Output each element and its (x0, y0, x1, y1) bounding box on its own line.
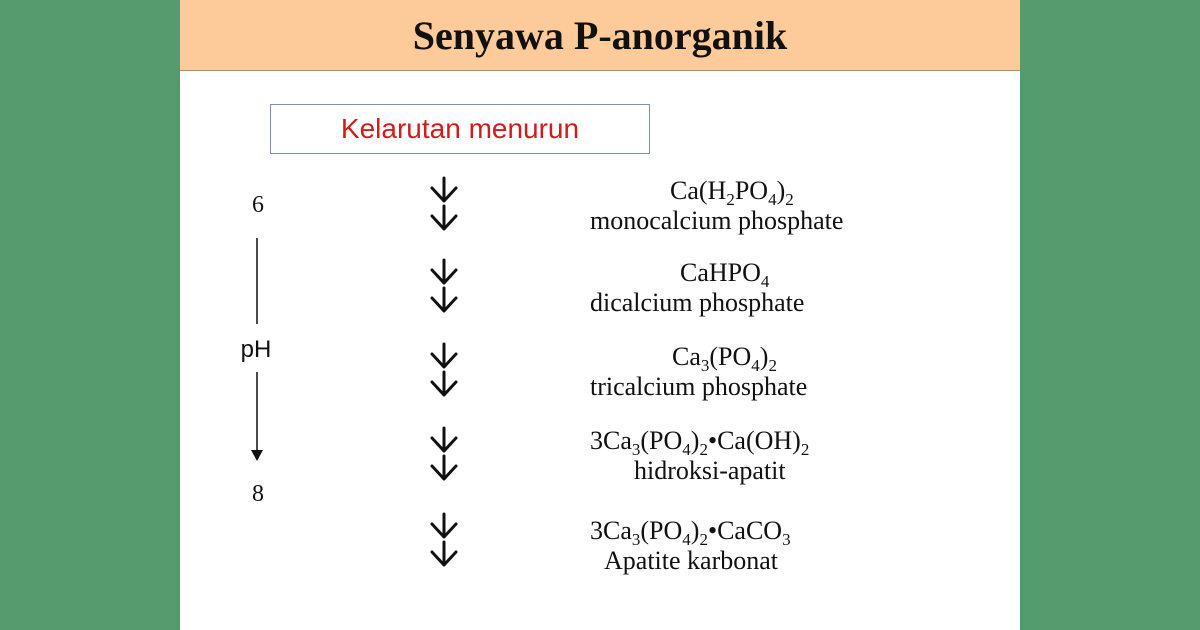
compound-formula: $Ca(H_2PO_4)_2$ (670, 176, 794, 209)
compound-formula: $3Ca_3(PO_4)_2•Ca(OH)_2$ (590, 426, 810, 459)
down-arrow-icon (432, 206, 456, 229)
compound-item (590, 342, 880, 402)
title-bar (180, 0, 1020, 71)
down-arrow-icon (432, 372, 456, 395)
compound-item (590, 426, 880, 486)
compound-formula: $3Ca_3(PO_4)_2•CaCO_3$ (590, 516, 791, 549)
compound-item (590, 258, 880, 318)
ph-top-value: 6 (252, 192, 264, 218)
slide (180, 0, 1020, 630)
down-arrow-icon (432, 288, 456, 311)
down-arrow-icon (432, 514, 456, 537)
down-arrow-icon (432, 344, 456, 367)
compound-name: Apatite karbonat (604, 546, 778, 575)
compound-name: monocalcium phosphate (590, 206, 844, 235)
ph-axis-arrow (240, 230, 276, 470)
compound-name: dicalcium phosphate (590, 288, 805, 317)
compound-name: tricalcium phosphate (590, 372, 808, 401)
down-arrow-icon (432, 260, 456, 283)
down-arrows-column (420, 176, 468, 586)
compound-item (590, 516, 880, 576)
compound-name: hidroksi-apatit (634, 456, 786, 485)
down-arrow-icon (432, 178, 456, 201)
compound-formula: CaHPO$_4$ (680, 258, 770, 291)
down-arrow-icon (432, 542, 456, 565)
compound-formula: $Ca_3(PO_4)_2$ (672, 342, 777, 375)
compound-item (590, 176, 880, 236)
ph-bottom-value: 8 (252, 481, 264, 507)
solubility-header-box (270, 104, 650, 154)
down-arrow-icon (432, 428, 456, 451)
down-arrow-icon (432, 456, 456, 479)
solubility-header-label: Kelarutan menurun (340, 113, 580, 144)
page-title: Senyawa P-anorganik (412, 12, 788, 58)
ph-axis-label: pH (240, 336, 272, 363)
